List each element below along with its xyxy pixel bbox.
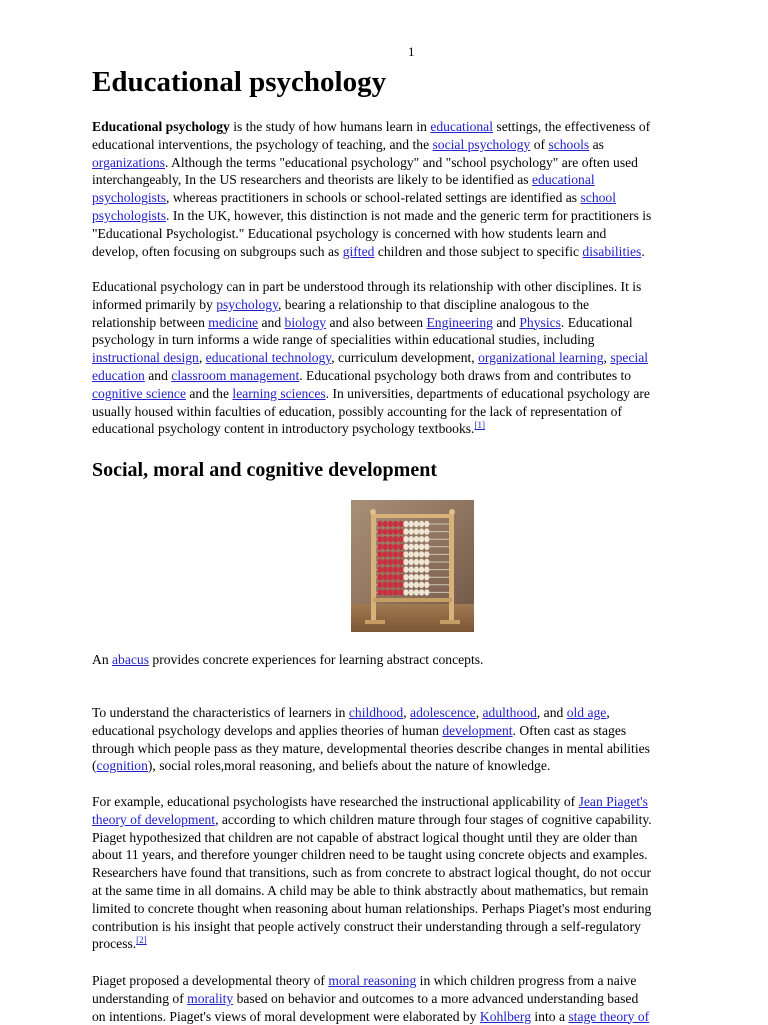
- text-line: [92, 722, 650, 740]
- abacus-bead: [377, 528, 382, 534]
- wiki-link[interactable]: biology: [284, 314, 327, 330]
- text-run: on intentions. Piaget's views of moral development were elaborated by: [92, 1008, 480, 1024]
- text-line: [92, 207, 651, 225]
- text-run: and the: [185, 385, 233, 401]
- abacus-bead: [377, 566, 382, 572]
- text-run: psychology in turn informs a wide range of specialities within educational studies, including: [92, 332, 595, 348]
- text-run: and: [144, 367, 172, 383]
- text-line: [92, 990, 649, 1008]
- abacus-bead: [419, 544, 424, 550]
- intro-paragraph: [92, 118, 651, 260]
- text-line: [92, 900, 652, 918]
- abacus-bead: [409, 589, 414, 595]
- abacus-bead: [414, 566, 419, 572]
- text-line: [92, 403, 650, 421]
- text-run: . In the UK, however, this distinction is not made and the generic term for practitioners is: [166, 207, 652, 223]
- text-run: develop, often focusing on subgroups such as: [92, 243, 343, 259]
- wiki-link[interactable]: medicine: [208, 314, 259, 330]
- abacus-bead: [388, 589, 393, 595]
- wiki-link[interactable]: psychology: [216, 296, 278, 312]
- citation-link[interactable]: [1]: [474, 420, 485, 431]
- wiki-link[interactable]: educational technology: [205, 350, 332, 366]
- citation: [136, 935, 147, 945]
- relationship-paragraph: [92, 278, 650, 438]
- abacus-bead: [388, 544, 393, 550]
- text-run: as: [589, 136, 604, 152]
- abacus-bead: [393, 566, 398, 572]
- wiki-link[interactable]: cognition: [96, 758, 148, 774]
- section-heading: Social, moral and cognitive development: [92, 459, 437, 481]
- text-run: children and those subject to specific: [374, 243, 583, 259]
- abacus-bead: [403, 566, 408, 572]
- abacus-bead: [383, 582, 388, 588]
- abacus-bead: [424, 536, 429, 542]
- abacus-bead: [377, 559, 382, 565]
- text-run: . Educational psychology both draws from and contributes to: [299, 367, 632, 383]
- text-run: settings, the effectiveness of: [493, 119, 651, 134]
- abacus-bead: [409, 536, 414, 542]
- text-run: Educational psychology can in part be understood through its relationship with other disciplines. It is: [92, 279, 642, 294]
- abacus-bead: [398, 589, 403, 595]
- abacus-bead: [383, 521, 388, 527]
- abacus-bead: [414, 574, 419, 580]
- wiki-link[interactable]: psychologists: [92, 190, 167, 206]
- text-run: ,: [403, 705, 411, 720]
- text-line: [92, 118, 651, 136]
- abacus-bead: [414, 521, 419, 527]
- text-line: [92, 189, 651, 207]
- abacus-bead: [419, 574, 424, 580]
- wiki-link[interactable]: instructional design: [92, 350, 199, 366]
- wiki-link[interactable]: abacus: [112, 652, 150, 667]
- text-run: ,: [606, 705, 610, 720]
- abacus-bead: [419, 528, 424, 534]
- abacus-bead: [403, 528, 408, 534]
- wiki-link[interactable]: stage theory of: [568, 1008, 650, 1024]
- text-run: about 11 years, and therefore younger children need to be taught using concrete objects and examples.: [92, 847, 648, 863]
- abacus-bead: [414, 551, 419, 557]
- text-run: An: [92, 652, 113, 667]
- abacus-bead: [403, 536, 408, 542]
- wiki-link[interactable]: cognitive science: [92, 385, 186, 401]
- text-run: ,: [198, 350, 206, 366]
- text-line: [92, 829, 652, 847]
- text-line: [92, 367, 650, 385]
- abacus-bead: [377, 544, 382, 550]
- citation: [474, 420, 485, 430]
- abacus-bead: [383, 566, 388, 572]
- text-run: Piaget hypothesized that children are not capable of abstract logical thought until they are older than: [92, 829, 638, 845]
- abacus-bead: [403, 559, 408, 565]
- text-line: [92, 918, 652, 936]
- wiki-link[interactable]: old age: [566, 705, 607, 720]
- abacus-bead: [424, 528, 429, 534]
- abacus-bead: [419, 551, 424, 557]
- wiki-link[interactable]: psychologists: [92, 207, 167, 223]
- text-line: [92, 704, 650, 722]
- text-run: ,: [603, 350, 611, 366]
- wiki-link[interactable]: childhood: [348, 705, 404, 720]
- abacus-bead: [409, 582, 414, 588]
- abacus-bead: [398, 566, 403, 572]
- wiki-link[interactable]: educational: [532, 172, 595, 188]
- page-title: Educational psychology: [92, 66, 387, 98]
- text-run: usually housed within faculties of education, possibly accounting for the lack of representation of: [92, 403, 623, 419]
- text-line: [92, 972, 649, 990]
- abacus-bead: [403, 582, 408, 588]
- text-run: .: [641, 243, 645, 259]
- abacus-bead: [383, 574, 388, 580]
- abacus-bead: [409, 559, 414, 565]
- wiki-link[interactable]: moral reasoning: [328, 973, 417, 988]
- text-line: [92, 793, 652, 811]
- abacus-bead: [403, 521, 408, 527]
- abacus-bead: [383, 551, 388, 557]
- text-run: For example, educational psychologists have researched the instructional applicability of: [92, 794, 579, 809]
- abacus-bead: [424, 582, 429, 588]
- text-run: and: [492, 314, 520, 330]
- wiki-link[interactable]: school: [580, 190, 616, 206]
- abacus-bead: [377, 551, 382, 557]
- text-run: educational psychology content in introductory psychology textbooks.: [92, 421, 475, 437]
- abacus-bead: [414, 528, 419, 534]
- abacus-bead: [414, 544, 419, 550]
- text-run: informed primarily by: [92, 296, 217, 312]
- abacus-bead: [409, 551, 414, 557]
- text-line: [92, 846, 652, 864]
- wiki-link[interactable]: adolescence: [410, 705, 476, 720]
- moral-reasoning-paragraph: [92, 972, 649, 1025]
- wiki-link[interactable]: social psychology: [432, 136, 531, 152]
- text-line: [92, 882, 652, 900]
- wiki-link[interactable]: organizational learning: [478, 350, 604, 366]
- abacus-bead: [388, 566, 393, 572]
- abacus-bead: [393, 536, 398, 542]
- abacus-bead: [393, 544, 398, 550]
- text-line: [92, 243, 651, 261]
- abacus-bead: [383, 528, 388, 534]
- abacus-bead: [414, 536, 419, 542]
- abacus-bead: [388, 551, 393, 557]
- wiki-link[interactable]: schools: [548, 136, 590, 152]
- abacus-bead: [398, 574, 403, 580]
- text-line: [92, 1008, 649, 1025]
- abacus-bead: [393, 528, 398, 534]
- abacus-bead: [383, 544, 388, 550]
- text-run: into a: [531, 1008, 569, 1024]
- abacus-bead: [403, 551, 408, 557]
- text-run: Researchers have found that transitions, such as from concrete to abstract logical thought, do not occur: [92, 865, 652, 881]
- wiki-link[interactable]: Physics: [519, 314, 561, 330]
- wiki-link[interactable]: Kohlberg: [479, 1008, 531, 1024]
- bold-term: Educational psychology: [92, 119, 230, 134]
- text-line: [92, 864, 652, 882]
- text-line: [92, 740, 650, 758]
- abacus-bead: [377, 582, 382, 588]
- text-line: [92, 225, 651, 243]
- text-line: [92, 314, 650, 332]
- text-run: through which people pass as they mature, developmental theories describe changes in mental abilities: [92, 740, 650, 756]
- text-line: [92, 420, 650, 438]
- text-line: [92, 651, 483, 669]
- text-line: [92, 349, 650, 367]
- abacus-bead: [393, 582, 398, 588]
- abacus-bead: [398, 582, 403, 588]
- wiki-link[interactable]: gifted: [342, 243, 375, 259]
- abacus-bead: [388, 582, 393, 588]
- text-run: , and: [536, 705, 567, 720]
- text-line: [92, 154, 651, 172]
- text-run: . Often cast as stages: [512, 722, 627, 738]
- abacus-bead: [419, 566, 424, 572]
- abacus-bead: [388, 521, 393, 527]
- text-run: "Educational Psychologist." Educational psychology is concerned with how students learn and: [92, 225, 607, 241]
- abacus-bead: [388, 528, 393, 534]
- abacus-bead: [403, 574, 408, 580]
- text-run: educational psychology develops and applies theories of human: [92, 722, 443, 738]
- wiki-link[interactable]: learning sciences: [232, 385, 326, 401]
- abacus-bead: [383, 536, 388, 542]
- abacus-bead: [409, 528, 414, 534]
- wiki-link[interactable]: special: [610, 350, 649, 366]
- text-run: contribution is his insight that people actively construct their understanding through a self-regulatory: [92, 918, 641, 934]
- text-run: . In universities, departments of educational psychology are: [325, 385, 650, 401]
- text-line: [92, 385, 650, 403]
- wiki-link[interactable]: educational: [430, 119, 493, 134]
- abacus-bead: [419, 559, 424, 565]
- piaget-paragraph: [92, 793, 652, 953]
- abacus-bead: [388, 536, 393, 542]
- abacus-bead: [403, 589, 408, 595]
- abacus-bead: [409, 566, 414, 572]
- abacus-bead: [398, 559, 403, 565]
- text-run: process.: [92, 936, 137, 952]
- text-line: [92, 296, 650, 314]
- text-run: of: [530, 136, 549, 152]
- abacus-bead: [424, 589, 429, 595]
- learners-paragraph: [92, 704, 650, 775]
- abacus-bead: [419, 589, 424, 595]
- text-line: [92, 331, 650, 349]
- abacus-bead: [393, 589, 398, 595]
- text-run: based on behavior and outcomes to a more advanced understanding based: [233, 990, 639, 1006]
- abacus-bead: [398, 521, 403, 527]
- abacus-bead: [424, 559, 429, 565]
- wiki-link[interactable]: theory of development: [92, 811, 216, 827]
- wiki-link[interactable]: classroom management: [171, 367, 300, 383]
- abacus-bead: [388, 574, 393, 580]
- text-run: limited to concrete thought when reasoning about human relationships. Perhaps Piaget's most enduring: [92, 900, 652, 916]
- abacus-bead: [419, 536, 424, 542]
- text-run: understanding of: [92, 990, 188, 1006]
- abacus-bead: [409, 574, 414, 580]
- citation-link[interactable]: [2]: [136, 935, 147, 946]
- text-run: To understand the characteristics of learners in: [92, 705, 349, 720]
- text-run: , bearing a relationship to that discipline analogous to the: [278, 296, 590, 312]
- wiki-link[interactable]: education: [92, 367, 145, 383]
- image-caption: [92, 651, 483, 669]
- abacus-bead: [409, 544, 414, 550]
- abacus-bead: [383, 589, 388, 595]
- abacus-bead: [419, 521, 424, 527]
- text-run: . Educational: [560, 314, 633, 330]
- abacus-bead: [398, 551, 403, 557]
- abacus-bead: [398, 536, 403, 542]
- text-run: is the study of how humans learn in: [229, 119, 431, 134]
- abacus-bead: [424, 566, 429, 572]
- text-run: , according to which children mature through four stages of cognitive capability.: [215, 811, 652, 827]
- wiki-link[interactable]: morality: [187, 990, 234, 1006]
- text-run: ,: [475, 705, 483, 720]
- abacus-bead: [398, 528, 403, 534]
- text-run: provides concrete experiences for learning abstract concepts.: [149, 652, 484, 667]
- abacus-bead: [414, 589, 419, 595]
- wiki-link[interactable]: Engineering: [426, 314, 493, 330]
- abacus-bead: [414, 582, 419, 588]
- text-line: [92, 278, 650, 296]
- text-run: , whereas practitioners in schools or school-related settings are identified as: [166, 190, 581, 206]
- text-line: [92, 136, 651, 154]
- abacus-bead: [419, 582, 424, 588]
- abacus-image: [351, 500, 474, 632]
- abacus-bead: [393, 559, 398, 565]
- page-number: 1: [408, 44, 415, 59]
- abacus-bead: [403, 544, 408, 550]
- text-run: in which children progress from a naive: [416, 973, 637, 988]
- text-run: and: [258, 314, 285, 330]
- text-run: at the same time in all domains. A child may be able to think abstractly about mathematics, but remain: [92, 882, 649, 898]
- abacus-bead: [377, 536, 382, 542]
- text-line: [92, 171, 651, 189]
- abacus-bead: [377, 589, 382, 595]
- abacus-bead: [424, 544, 429, 550]
- text-run: Piaget proposed a developmental theory of: [92, 973, 329, 988]
- wiki-link[interactable]: organizations: [92, 154, 165, 170]
- abacus-bead: [393, 521, 398, 527]
- text-run: , curriculum development,: [331, 350, 479, 366]
- wiki-link[interactable]: adulthood: [482, 705, 537, 720]
- abacus-bead: [424, 574, 429, 580]
- text-line: [92, 811, 652, 829]
- wiki-link[interactable]: disabilities: [582, 243, 642, 259]
- abacus-bead: [383, 559, 388, 565]
- text-run: relationship between: [92, 314, 209, 330]
- text-run: (: [92, 758, 97, 774]
- text-run: ), social roles,moral reasoning, and beliefs about the nature of knowledge.: [147, 758, 551, 774]
- text-run: interchangeably, In the US researchers and theorists are likely to be identified as: [92, 172, 532, 188]
- abacus-bead: [409, 521, 414, 527]
- abacus-bead: [388, 559, 393, 565]
- text-run: . Although the terms "educational psychology" and "school psychology" are often used: [165, 154, 638, 170]
- text-run: and also between: [326, 314, 427, 330]
- abacus-bead: [393, 574, 398, 580]
- abacus-bead: [414, 559, 419, 565]
- text-run: educational interventions, the psychology of teaching, and the: [92, 136, 433, 152]
- abacus-bead: [398, 544, 403, 550]
- abacus-bead: [377, 521, 382, 527]
- wiki-link[interactable]: development: [442, 722, 513, 738]
- text-line: [92, 757, 650, 775]
- wiki-link[interactable]: Jean Piaget's: [578, 794, 648, 809]
- abacus-bead: [424, 521, 429, 527]
- abacus-bead: [393, 551, 398, 557]
- text-line: [92, 935, 652, 953]
- abacus-bead: [424, 551, 429, 557]
- abacus-bead: [377, 574, 382, 580]
